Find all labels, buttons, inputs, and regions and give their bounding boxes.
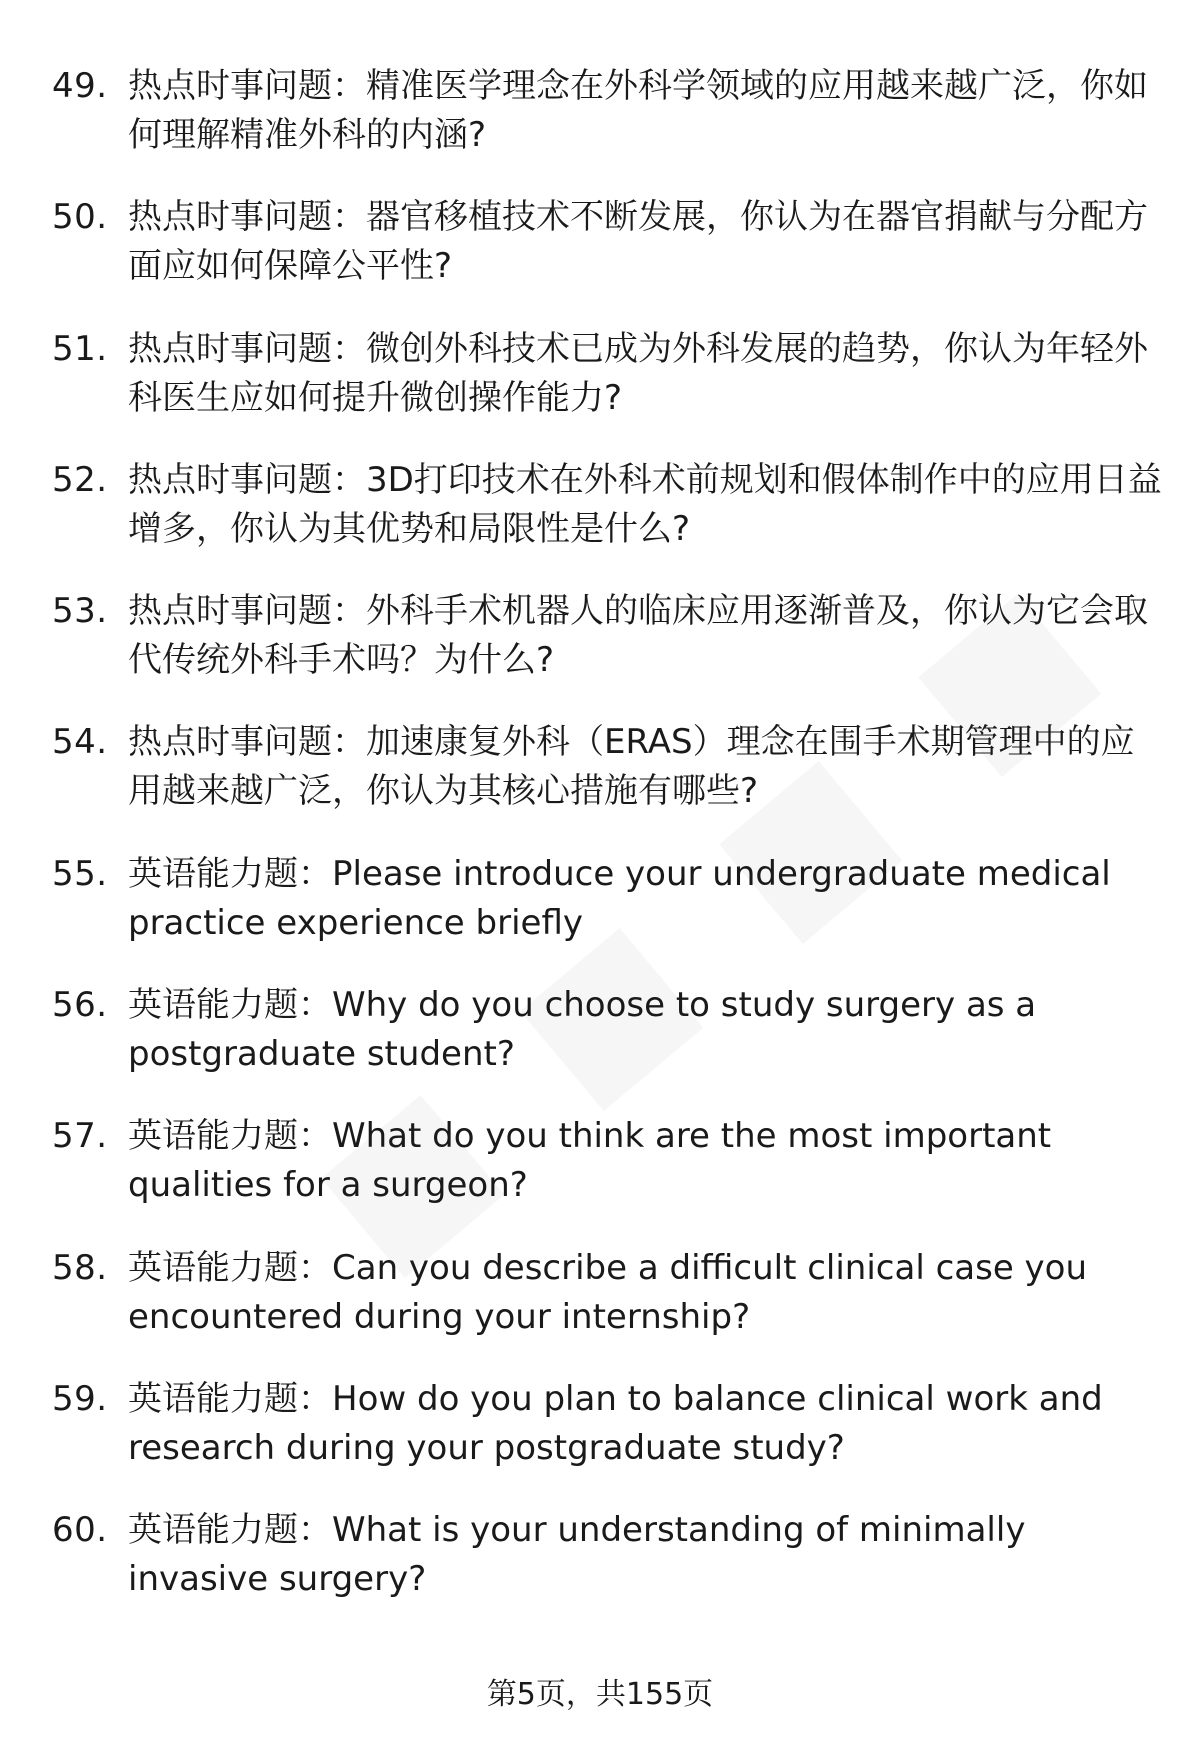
- question-number: 60.: [52, 1510, 108, 1551]
- question-text: 热点时事问题：微创外科技术已成为外科发展的趋势，你认为年轻外科医生应如何提升微创操作能力?: [128, 328, 1148, 418]
- question-number: 56.: [52, 985, 108, 1026]
- question-text: 英语能力题：What is your understanding of minimally invasive surgery?: [128, 1510, 1026, 1600]
- question-item: [52, 1112, 1162, 1243]
- question-number: 55.: [52, 853, 108, 894]
- question-item: [52, 850, 1162, 981]
- question-number: 57.: [52, 1116, 108, 1157]
- question-item: [52, 62, 1162, 193]
- question-item: [52, 718, 1162, 849]
- question-item: [52, 1375, 1162, 1506]
- question-text: 英语能力题：How do you plan to balance clinical work and research during your postgraduate study?: [128, 1378, 1103, 1468]
- question-text: 热点时事问题：外科手术机器人的临床应用逐渐普及，你认为它会取代传统外科手术吗？为什么?: [128, 591, 1148, 681]
- question-item: [52, 1506, 1162, 1637]
- question-text: 热点时事问题：器官移植技术不断发展，你认为在器官捐献与分配方面应如何保障公平性?: [128, 197, 1148, 287]
- question-text: 英语能力题：Why do you choose to study surgery as a postgraduate student?: [128, 985, 1037, 1075]
- question-item: [52, 193, 1162, 324]
- question-number: 50.: [52, 197, 108, 238]
- question-text: 英语能力题：Please introduce your undergraduate medical practice experience briefly: [128, 853, 1111, 943]
- question-number: 58.: [52, 1247, 108, 1288]
- question-list: [52, 62, 1162, 1638]
- question-item: [52, 981, 1162, 1112]
- question-text: 热点时事问题：精准医学理念在外科学领域的应用越来越广泛，你如何理解精准外科的内涵?: [128, 66, 1148, 155]
- question-text: 英语能力题：Can you describe a difficult clinical case you encountered during your internship?: [128, 1247, 1088, 1337]
- question-number: 54.: [52, 722, 108, 763]
- question-text: 热点时事问题：加速康复外科（ERAS）理念在围手术期管理中的应用越来越广泛，你认为其核心措施有哪些?: [128, 722, 1135, 812]
- question-text: 热点时事问题：3D打印技术在外科术前规划和假体制作中的应用日益增多，你认为其优势和局限性是什么?: [128, 459, 1162, 549]
- question-item: [52, 587, 1162, 718]
- question-item: [52, 325, 1162, 456]
- question-number: 53.: [52, 591, 108, 632]
- question-number: 59.: [52, 1378, 108, 1419]
- question-item: [52, 456, 1162, 587]
- page-footer: 第5页，共155页: [486, 1677, 714, 1712]
- question-text: 英语能力题：What do you think are the most important qualities for a surgeon?: [128, 1116, 1052, 1206]
- question-item: [52, 1244, 1162, 1375]
- question-number: 51.: [52, 328, 108, 369]
- question-number: 52.: [52, 459, 108, 500]
- question-number: 49.: [52, 66, 108, 106]
